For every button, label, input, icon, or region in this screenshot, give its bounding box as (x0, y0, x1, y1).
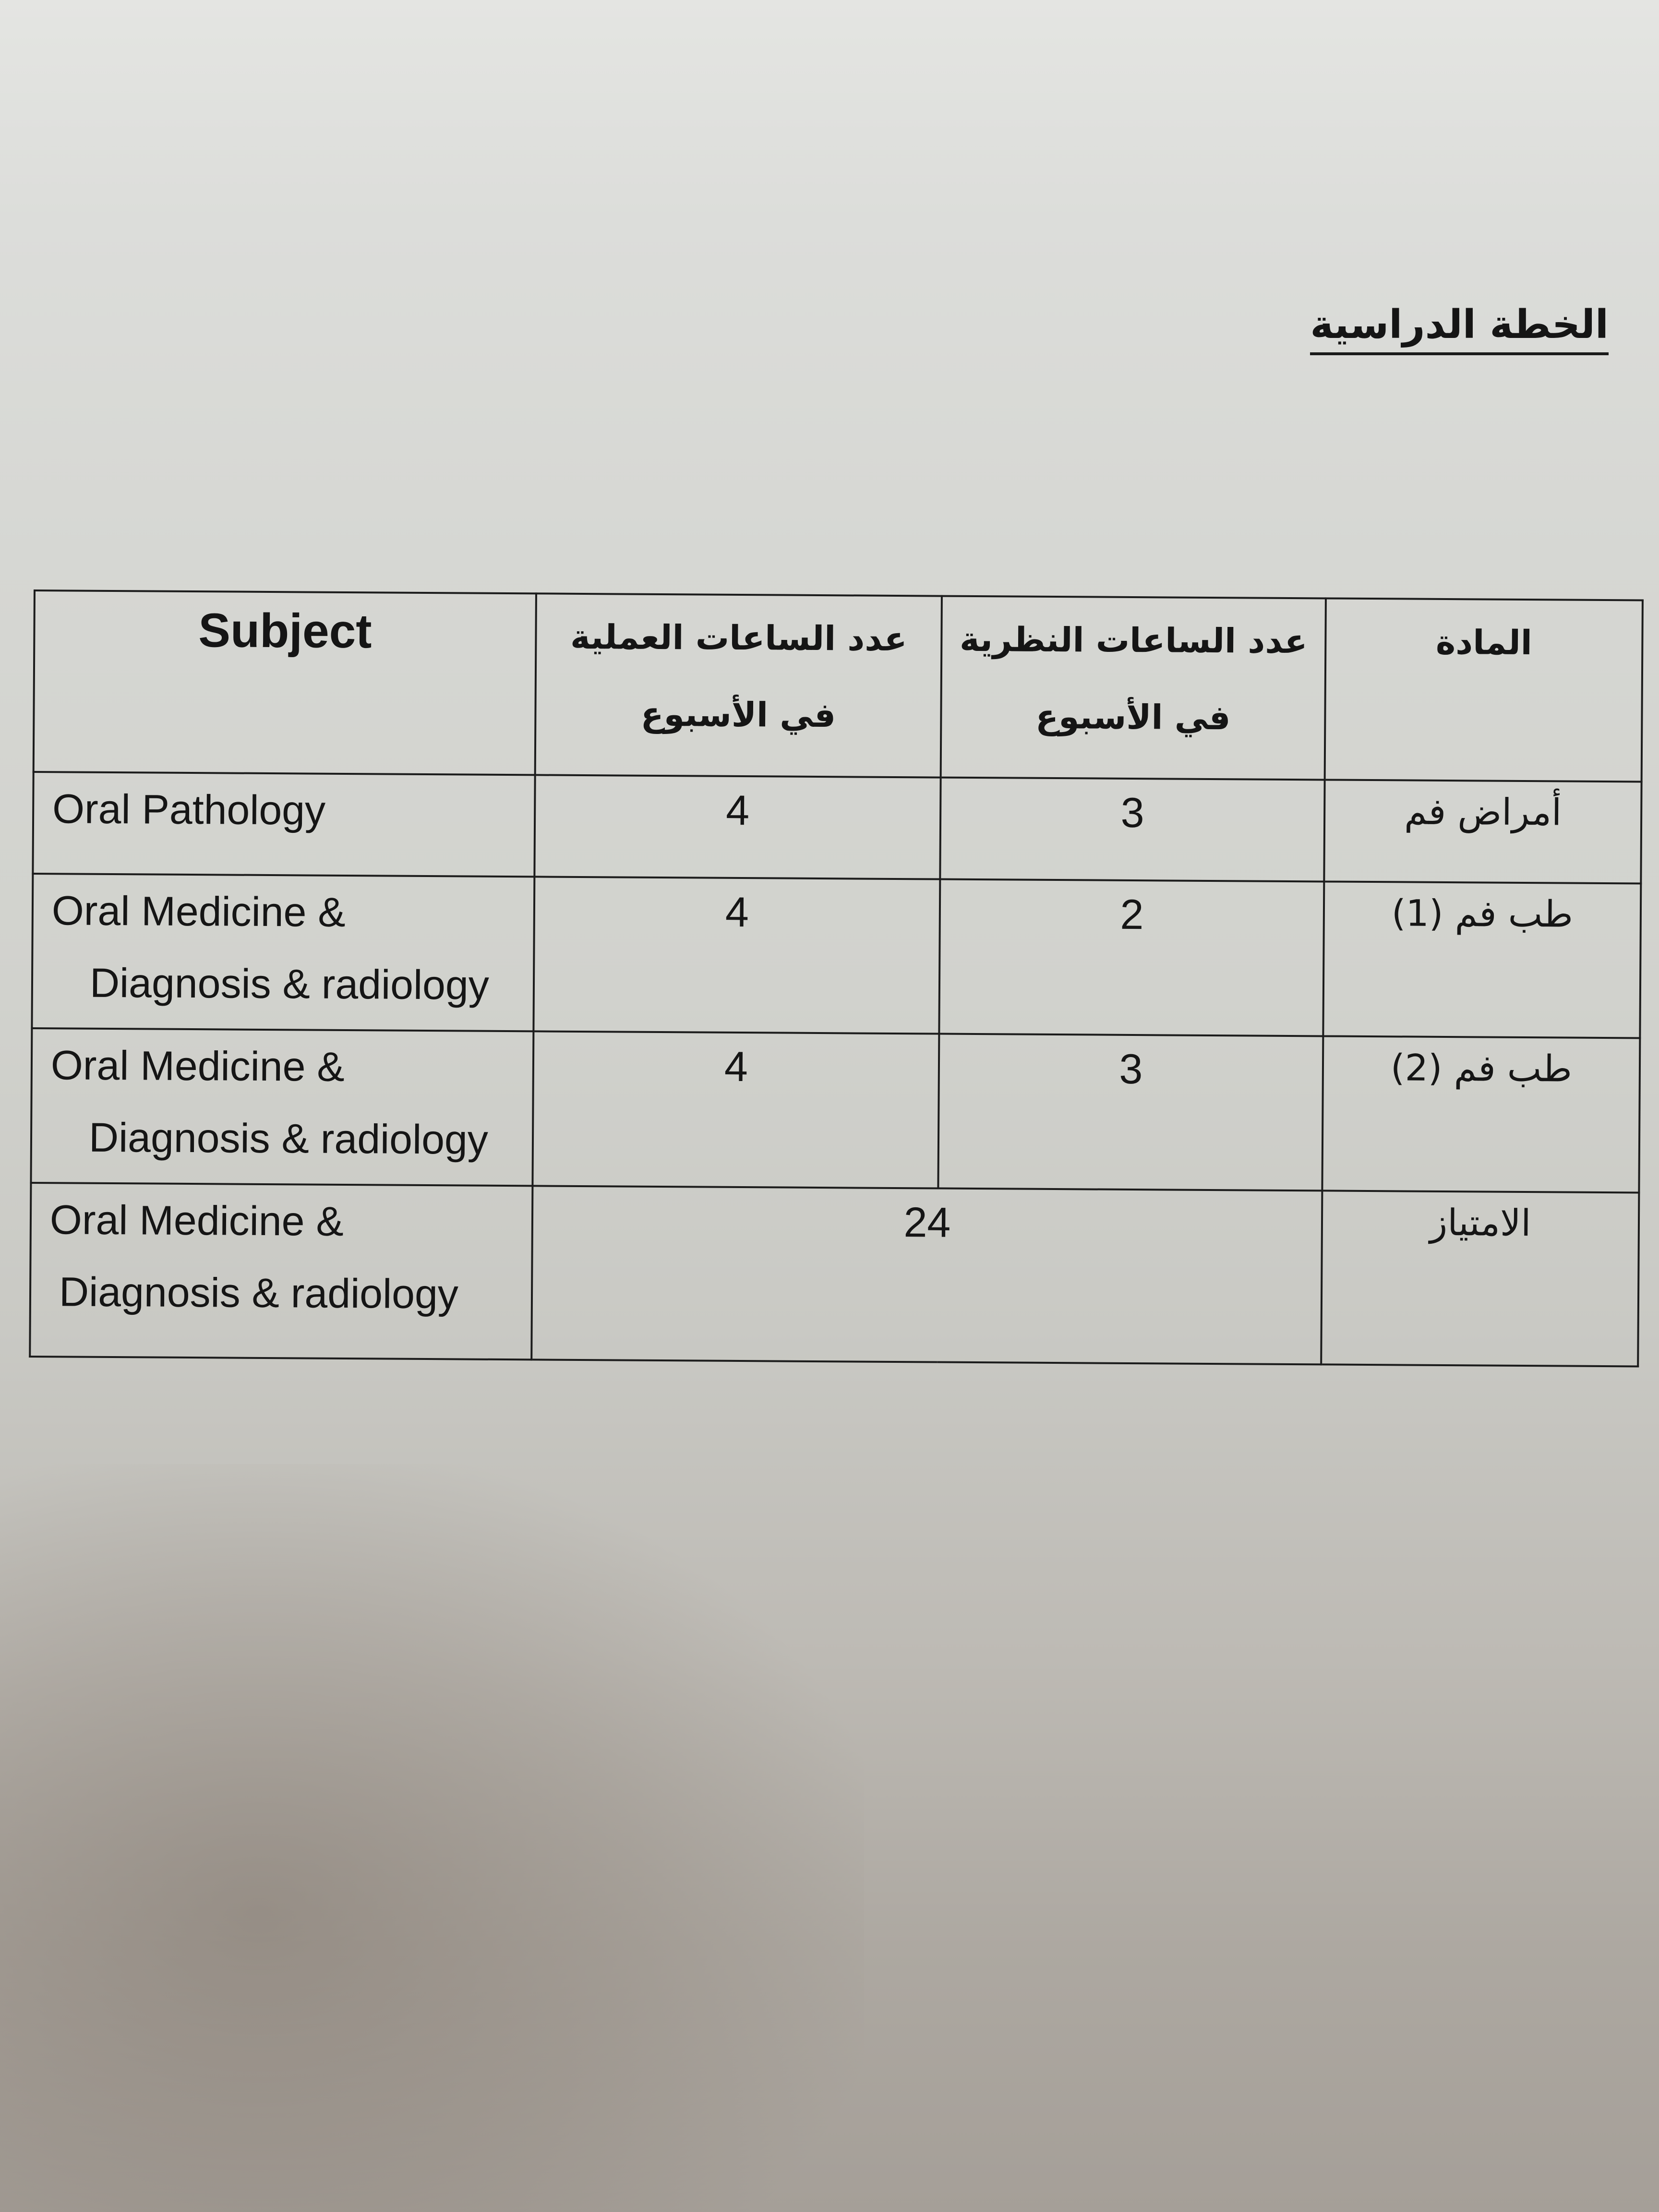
subject-cell (32, 874, 534, 1031)
table-row (31, 1028, 1640, 1192)
subject-line: Oral Medicine & (50, 1042, 345, 1090)
subject-ar-cell: أمراض فم (1324, 780, 1641, 883)
paper-shadow (0, 1464, 864, 2212)
practical-hours-cell: 4 (532, 1031, 939, 1188)
header-subject-ar: المادة (1325, 598, 1643, 781)
subject-cell (31, 1028, 533, 1186)
header-theory-hours: عدد الساعات النظرية في الأسبوع (941, 596, 1326, 780)
table-row (30, 1183, 1639, 1366)
theory-hours-cell: 3 (938, 1034, 1323, 1191)
practical-hours-cell: 4 (534, 775, 940, 879)
subject-cell (33, 772, 535, 877)
subject-line: Diagnosis & radiology (89, 960, 490, 1009)
table-row (33, 772, 1641, 883)
table-header-row (34, 590, 1643, 781)
theory-hours-cell: 2 (939, 879, 1324, 1036)
study-plan-table (29, 589, 1644, 1367)
subject-line: Oral Medicine & (51, 888, 346, 936)
table-row (32, 874, 1641, 1038)
subject-ar-cell: طب فم (1) (1323, 881, 1641, 1038)
subject-line: Diagnosis & radiology (88, 1114, 489, 1163)
subject-ar-cell: الامتياز (1321, 1190, 1639, 1366)
subject-line: Oral Pathology (52, 786, 326, 834)
subject-cell (30, 1183, 532, 1359)
practical-hours-cell: 4 (533, 877, 940, 1034)
document-title: الخطة الدراسية (1310, 302, 1609, 355)
subject-line: Diagnosis & radiology (59, 1269, 459, 1318)
header-subject: Subject (34, 590, 536, 775)
subject-line: Oral Medicine & (49, 1197, 344, 1245)
header-practical-hours: عدد الساعات العملية في الأسبوع (535, 593, 942, 777)
subject-ar-cell: طب فم (2) (1322, 1036, 1640, 1192)
combined-hours-cell: 24 (531, 1186, 1322, 1364)
theory-hours-cell: 3 (940, 778, 1324, 882)
